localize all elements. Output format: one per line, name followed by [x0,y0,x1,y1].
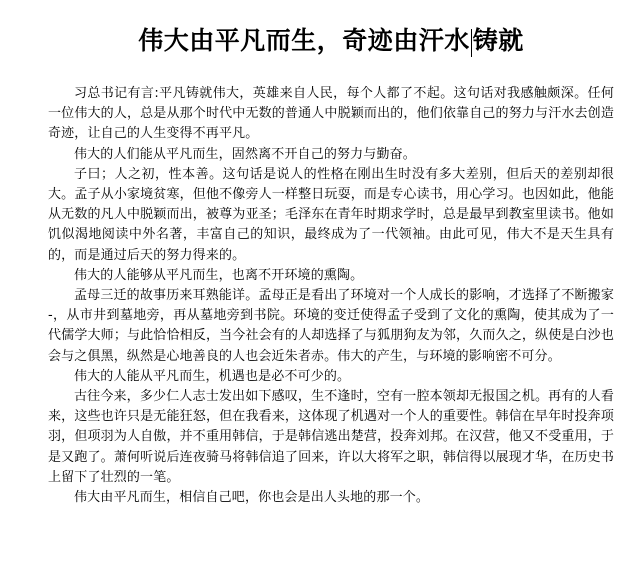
title-text-end: 铸就 [472,26,524,55]
paragraph-4: 伟大的人能够从平凡而生，也离不开环境的熏陶。 [74,267,364,283]
paragraph-7: 古往今来，多少仁人志士发出如下感叹，生不逢时，空有一腔本领却无报国之机。再有的人看来，这些也许只是无能狂怒，但在我看来，这体现了机遇对一个人的重要性。韩信在早年时投奔项羽，但项羽为人自傲，并不重用韩信，于是韩信逃出楚营，投奔刘邦。在汉营，他又不受重用，于是又跑了。萧何听说后连夜骑马将韩信追了回来，许以大将军之职，韩信得以展现才华，在历史书上留下了壮烈的一笔。 [48,389,614,485]
paragraph-8: 伟大由平凡而生，相信自己吧，你也会是出人头地的那一个。 [74,490,430,506]
title-text-start: 伟大由平凡而生，奇迹由汗水 [138,26,470,55]
paragraph-2: 伟大的人们能从平凡而生，固然离不开自己的努力与勤奋。 [74,146,416,162]
paragraph-6: 伟大的人能从平凡而生，机遇也是必不可少的。 [74,368,351,384]
paragraph-5: 孟母三迁的故事历来耳熟能详。孟母正是看出了环境对一个人成长的影响，才选择了不断搬家 -，从市井到墓地旁，再从墓地旁到书院。环境的变迁使得孟子受到了文化的熏陶，使其成为了一代儒学大师；与此恰恰相反，当今社会有的人却选择了与狐朋狗友为邻，久而久之，纵使是白沙也会与之俱黑，纵然是心地善良的人也会近朱者赤。伟大的产生，与环境的影响密不可分。 [48,288,614,364]
paragraph-1: 习总书记有言:平凡铸就伟大，英雄来自人民，每个人都了不起。这句话对我感触颇深。任何一位伟大的人，总是从那个时代中无数的普通人中脱颖而出的，他们依靠自己的努力与汗水去创造奇迹，让自己的人生变得不再平凡。 [48,86,614,142]
text-cursor [471,29,472,57]
paragraph-3: 子曰；人之初，性本善。这句话是说人的性格在刚出生时没有多大差别，但后天的差别却很大。孟子从小家境贫寒，但他不像旁人一样整日玩耍，而是专心读书，用心学习。也因如此，他能从无数的凡人中脱颖而出，被尊为亚圣；毛泽东在青年时期求学时，总是最早到教室里读书。他如饥似渴地阅读中外名著，丰富自己的知识，最终成为了一代领袖。由此可见，伟大不是天生具有的，而是通过后天的努力得来的。 [48,166,614,263]
document-body[interactable] [48,84,614,508]
document-title[interactable] [48,0,614,64]
